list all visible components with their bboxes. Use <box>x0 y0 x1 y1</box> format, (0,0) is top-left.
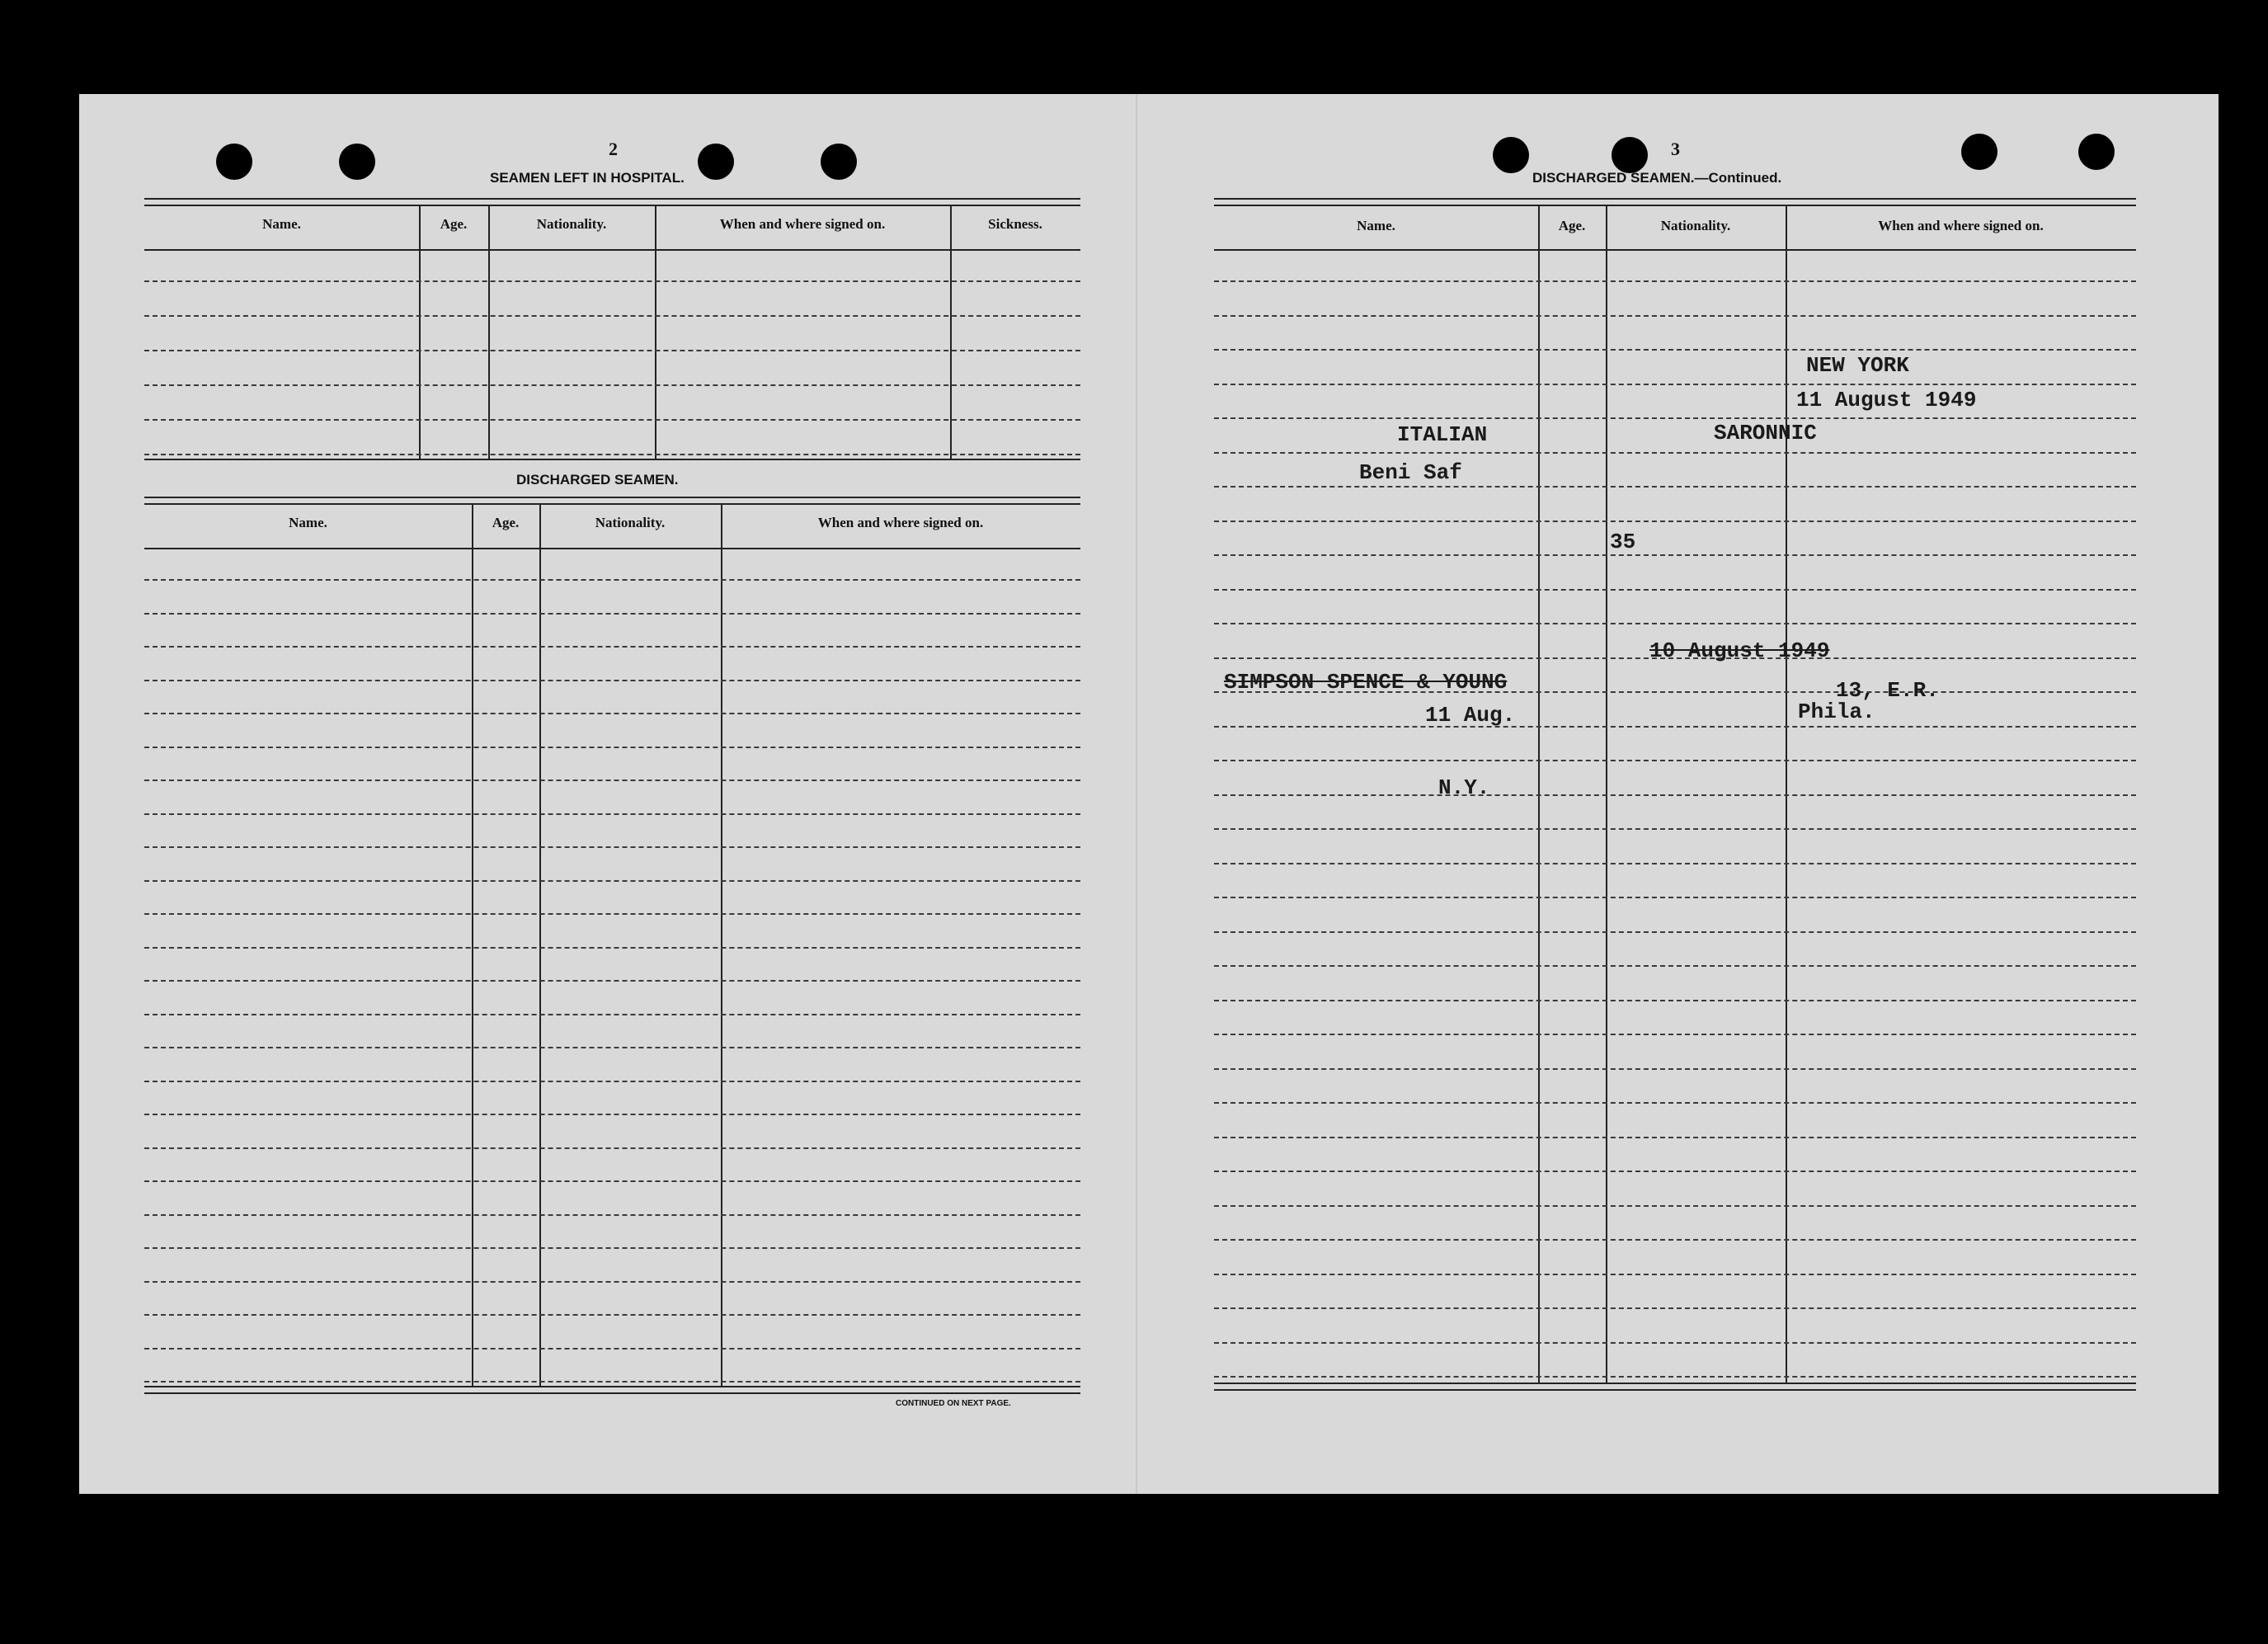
hospital-section-title: SEAMEN LEFT IN HOSPITAL. <box>490 170 685 186</box>
continued-footer: CONTINUED ON NEXT PAGE. <box>896 1399 1011 1408</box>
form-row-line <box>1214 931 2136 933</box>
form-row-line <box>144 913 1080 915</box>
form-row-line <box>1214 1342 2136 1344</box>
header-bottom-rule <box>144 548 1080 549</box>
form-row-line <box>144 350 1080 351</box>
page-number-left: 2 <box>609 139 618 159</box>
col-header-when-where: When and where signed on. <box>1878 218 2044 233</box>
form-row-line <box>144 1180 1080 1182</box>
typed-agent: SIMPSON SPENCE & YOUNG <box>1224 670 1508 695</box>
form-row-line <box>144 846 1080 848</box>
form-row-line <box>144 454 1080 455</box>
col-header-nationality: Nationality. <box>595 515 666 530</box>
form-row-line <box>1214 349 2136 351</box>
form-row-line <box>144 1348 1080 1350</box>
form-row-line <box>1214 521 2136 522</box>
punch-hole <box>1961 134 1997 170</box>
form-row-line <box>1214 1000 2136 1001</box>
form-row-line <box>1214 1205 2136 1207</box>
col-header-age: Age. <box>492 515 520 530</box>
form-row-line <box>144 1314 1080 1316</box>
table-top-rule <box>144 205 1080 206</box>
form-row-line <box>1214 280 2136 282</box>
punch-hole <box>216 144 252 180</box>
form-row-line <box>1214 1171 2136 1172</box>
col-header-age: Age. <box>1558 218 1586 233</box>
header-bottom-rule <box>144 249 1080 251</box>
col-header-name: Name. <box>289 515 327 530</box>
form-row-line <box>1214 1137 2136 1138</box>
section-rule <box>144 459 1080 460</box>
form-row-line <box>144 780 1080 781</box>
discharged-continued-title: DISCHARGED SEAMEN.—Continued. <box>1532 170 1782 186</box>
form-row-line <box>1214 760 2136 761</box>
form-row-line <box>144 680 1080 681</box>
table-top-rule <box>1214 198 2136 200</box>
col-header-nationality: Nationality. <box>1660 218 1731 233</box>
form-row-line <box>144 579 1080 581</box>
form-row-line <box>1214 863 2136 864</box>
form-row-line <box>144 747 1080 748</box>
discharged-section-title-left: DISCHARGED SEAMEN. <box>516 472 679 488</box>
typed-new-york: NEW YORK <box>1806 353 1909 378</box>
form-row-line <box>1214 623 2136 624</box>
form-row-line <box>1214 315 2136 317</box>
form-row-line <box>1214 1376 2136 1378</box>
page-number-right: 3 <box>1671 139 1680 159</box>
column-divider <box>539 505 541 1386</box>
column-divider <box>655 206 656 459</box>
col-header-name: Name. <box>262 216 301 232</box>
col-header-when-where: When and where signed on. <box>719 216 886 232</box>
form-row-line <box>144 646 1080 648</box>
form-row-line <box>144 1081 1080 1082</box>
table-bottom-rule <box>1214 1383 2136 1384</box>
form-row-line <box>1214 828 2136 830</box>
form-row-line <box>1214 1102 2136 1104</box>
typed-nationality: ITALIAN <box>1397 422 1488 447</box>
form-row-line <box>1214 965 2136 967</box>
column-divider <box>950 206 952 459</box>
form-row-line <box>1214 897 2136 898</box>
form-row-line <box>1214 1068 2136 1070</box>
punch-hole <box>1493 137 1529 173</box>
form-row-line <box>144 980 1080 982</box>
form-row-line <box>144 280 1080 282</box>
form-row-line <box>1214 452 2136 454</box>
col-header-nationality: Nationality. <box>536 216 607 232</box>
form-row-line <box>144 947 1080 949</box>
form-row-line <box>1214 726 2136 728</box>
table-top-rule <box>144 497 1080 498</box>
form-row-line <box>1214 794 2136 796</box>
form-row-line <box>144 813 1080 815</box>
form-row-line <box>1214 486 2136 488</box>
typed-phila: Phila. <box>1798 700 1875 724</box>
form-row-line <box>144 880 1080 882</box>
form-row-line <box>144 1014 1080 1015</box>
form-row-line <box>144 1381 1080 1383</box>
punch-hole <box>1612 137 1648 173</box>
column-divider <box>472 505 473 1386</box>
table-top-rule <box>144 198 1080 200</box>
form-row-line <box>1214 1307 2136 1309</box>
form-row-line <box>144 1114 1080 1115</box>
typed-date-struck: 10 August 1949 <box>1649 638 1830 663</box>
form-row-line <box>144 384 1080 386</box>
punch-hole <box>339 144 375 180</box>
typed-age: 35 <box>1610 530 1636 554</box>
form-row-line <box>1214 1034 2136 1035</box>
punch-hole <box>698 144 734 180</box>
form-row-line <box>144 1214 1080 1216</box>
typed-aug: 11 Aug. <box>1425 703 1516 728</box>
form-row-line <box>144 1281 1080 1283</box>
form-row-line <box>144 315 1080 317</box>
col-header-when-where: When and where signed on. <box>817 515 984 530</box>
table-bottom-rule <box>144 1386 1080 1387</box>
form-row-line <box>144 1147 1080 1149</box>
typed-pier: 13, E.R. <box>1836 678 1939 703</box>
form-row-line <box>1214 417 2136 419</box>
page-fold <box>1136 94 1137 1494</box>
punch-hole <box>2078 134 2115 170</box>
punch-hole <box>821 144 857 180</box>
form-row-line <box>144 1047 1080 1048</box>
typed-ny: N.Y. <box>1438 775 1490 800</box>
column-divider <box>488 206 490 459</box>
col-header-sickness: Sickness. <box>988 216 1042 232</box>
col-header-name: Name. <box>1357 218 1395 233</box>
column-divider <box>419 206 421 459</box>
typed-port: Beni Saf <box>1359 460 1462 485</box>
form-row-line <box>144 713 1080 714</box>
table-bottom-rule <box>1214 1389 2136 1391</box>
form-row-line <box>1214 554 2136 556</box>
table-top-rule <box>1214 205 2136 206</box>
col-header-age: Age. <box>440 216 468 232</box>
form-row-line <box>1214 1274 2136 1275</box>
header-bottom-rule <box>1214 249 2136 251</box>
form-row-line <box>1214 589 2136 591</box>
typed-vessel: SARONNIC <box>1714 421 1817 445</box>
form-row-line <box>144 419 1080 421</box>
table-bottom-rule <box>144 1392 1080 1394</box>
form-row-line <box>144 613 1080 615</box>
form-row-line <box>1214 384 2136 385</box>
form-row-line <box>1214 1239 2136 1241</box>
column-divider <box>721 505 722 1386</box>
typed-date-signed: 11 August 1949 <box>1796 388 1977 412</box>
form-row-line <box>144 1247 1080 1249</box>
table-top-rule <box>144 503 1080 505</box>
